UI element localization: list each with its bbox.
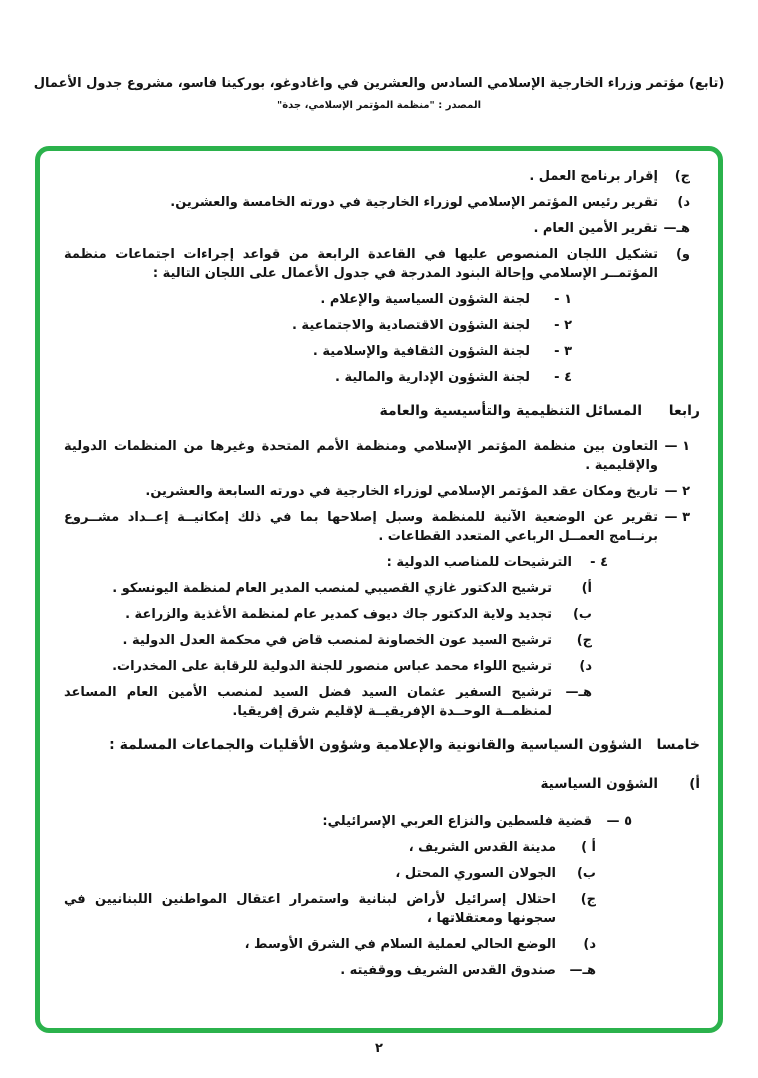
item-text: ترشيح السيد عون الخصاونة لمنصب قاض في محكمة العدل الدولية . [122,633,552,648]
item-text: ترشيح اللواء محمد عباس منصور للجنة الدولية للرقابة على المخدرات. [112,659,552,674]
list-item [64,508,690,546]
list-item [64,437,690,475]
item-marker: ٥ — [606,814,632,829]
item-text: قضية فلسطين والنزاع العربي الإسرائيلي: [322,814,592,829]
item-marker: ١ — [664,439,690,454]
nomination-list-item [64,605,592,624]
item-marker: ب) [572,607,592,622]
nomination-list-item [64,683,592,721]
committee-list-item [64,368,572,387]
item-marker: د) [583,937,596,952]
list-item [64,167,690,186]
item-text: ترشيح الدكتور غازي القصيبي لمنصب المدير العام لمنظمة اليونسكو . [112,581,552,596]
item-marker: ١ - [554,292,572,307]
item-text: تجديد ولاية الدكتور جاك ديوف كمدير عام لمنظمة الأغذية والزراعة . [125,607,552,622]
list-item [64,812,632,831]
item-marker: ٣ - [554,344,572,359]
item-text: لجنة الشؤون السياسية والإعلام . [320,292,530,307]
item-text: التعاون بين منظمة المؤتمر الإسلامي ومنظمة الأمم المتحدة وغيرها من المنظمات الدولية والإقليمية . [64,439,658,473]
section-title: المسائل التنظيمية والتأسيسية والعامة [379,403,642,419]
list-item [64,245,690,283]
item-marker: ج) [576,633,592,648]
item-marker: هـ— [663,221,690,236]
item-text: ترشيح السفير عثمان السيد فضل السيد لمنصب الأمين العام المساعد لمنظمــة الوحــدة الإفريقيــة لإقليم شرق إفريقيا. [64,685,552,719]
item-marker: و) [675,247,690,262]
item-text: مدينة القدس الشريف ، [408,840,556,855]
palestine-list-item [64,864,596,883]
palestine-list-item [64,890,596,928]
list-item [64,219,690,238]
section-label: رابعا [668,403,700,419]
item-marker: ٢ - [554,318,572,333]
committee-list-item [64,342,572,361]
subsection-title: الشؤون السياسية [540,776,658,792]
palestine-list-item [64,935,596,954]
item-marker: ٤ - [590,555,608,570]
section-label: خامسا [656,737,700,753]
nomination-list-item [64,631,592,650]
section-title: الشؤون السياسية والقانونية والإعلامية وشؤون الأقليات والجماعات المسلمة : [109,737,642,753]
item-marker: ٤ - [554,370,572,385]
item-marker: ٣ — [664,510,690,525]
item-text: الجولان السوري المحتل ، [395,866,556,881]
page-number: ٢ [375,1041,383,1056]
item-marker: ج) [674,169,690,184]
list-item [64,482,690,501]
subsection-heading-political [64,775,700,794]
item-marker: هـ— [569,963,596,978]
item-text: تشكيل اللجان المنصوص عليها في القاعدة الرابعة من قواعد إجراءات اجتماعات منظمة المؤتمــر الإسلامي وإحالة البنود المدرجة في جدول الأعمال على اللجان التالية : [64,247,658,281]
palestine-list-item [64,961,596,980]
item-marker: ج) [580,892,596,907]
nomination-list-item [64,657,592,676]
item-marker: أ ) [581,840,596,855]
palestine-list-item [64,838,596,857]
item-marker: د) [579,659,592,674]
item-text: الوضع الحالي لعملية السلام في الشرق الأوسط ، [244,937,556,952]
section-heading-five [64,735,700,755]
document-source: المصدر : "منظمة المؤتمر الإسلامي، جدة" [276,100,481,111]
item-text: تاريخ ومكان عقد المؤتمر الإسلامي لوزراء الخارجية في دورته السابعة والعشرين. [145,484,658,499]
subsection-marker: أ) [689,776,700,792]
item-text: إقرار برنامج العمل . [529,169,658,184]
item-text: تقرير رئيس المؤتمر الإسلامي لوزراء الخارجية في دورته الخامسة والعشرين. [170,195,658,210]
list-item [64,553,608,572]
committee-list-item [64,316,572,335]
item-text: تقرير عن الوضعية الآنية للمنظمة وسبل إصلاحها بما في ذلك إمكانيــة إعــداد مشــروع برنــامج العمــل الرباعي المتعدد القطاعات . [64,510,658,544]
item-text: صندوق القدس الشريف ووقفيته . [340,963,556,978]
content-border-box [35,146,723,1033]
nomination-list-item [64,579,592,598]
item-marker: أ) [581,581,592,596]
item-text: لجنة الشؤون الإدارية والمالية . [335,370,530,385]
committee-list-item [64,290,572,309]
document-title: (تابع) مؤتمر وزراء الخارجية الإسلامي السادس والعشرين في واغادوغو، بوركينا فاسو، مشروع جدول الأعمال [33,76,725,91]
item-marker: هـ— [565,685,592,700]
item-text: الترشيحات للمناصب الدولية : [386,555,572,570]
list-item [64,193,690,212]
item-marker: ٢ — [664,484,690,499]
item-marker: ب) [576,866,596,881]
item-text: احتلال إسرائيل لأراض لبنانية واستمرار اعتقال المواطنين اللبنانيين في سجونها ومعتقلاتها ، [64,892,556,926]
item-marker: د) [677,195,690,210]
section-heading-four [64,401,700,421]
item-text: لجنة الشؤون الثقافية والإسلامية . [312,344,530,359]
item-text: تقرير الأمين العام . [533,221,658,236]
item-text: لجنة الشؤون الاقتصادية والاجتماعية . [291,318,530,333]
document-header [0,76,758,111]
